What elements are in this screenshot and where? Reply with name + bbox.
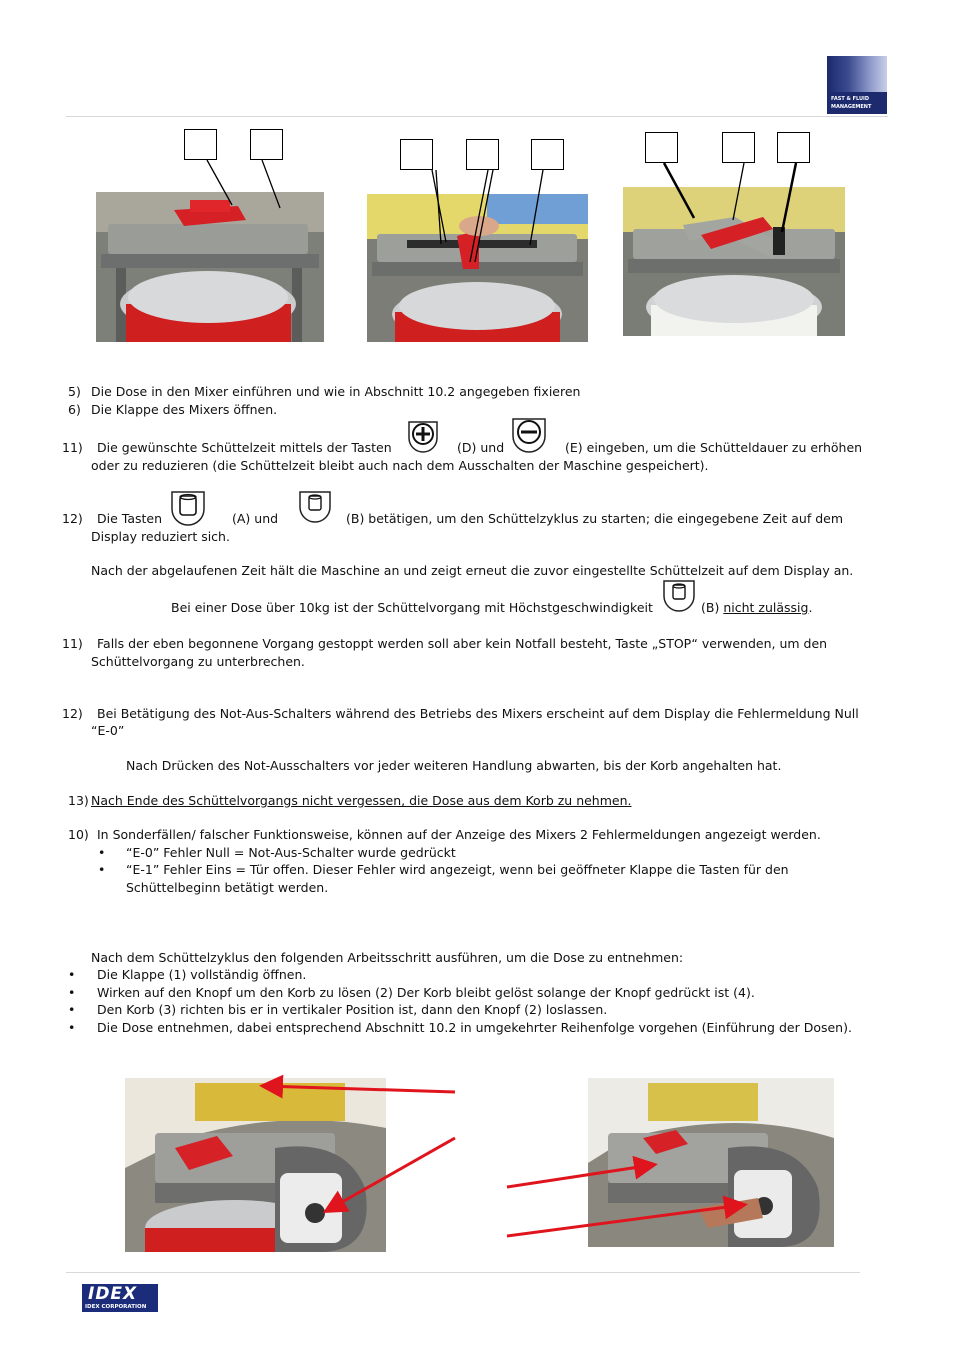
logo-line-1: FAST & FLUID [831, 96, 870, 102]
step-12-text-b: (B) betätigen, um den Schüttelzyklus zu starten; die eingegebene Zeit auf dem [346, 511, 843, 526]
step-13-text: Nach Ende des Schüttelvorgangs nicht vergessen, die Dose aus dem Korb zu nehmen. [91, 793, 632, 808]
step-number: 12) [62, 706, 83, 721]
error-e1-text-cont: Schüttelbeginn betätigt werden. [126, 880, 329, 895]
step-12-text-a: (A) und [232, 511, 279, 526]
over-10kg-text: Bei einer Dose über 10kg ist der Schüttelvorgang mit Höchstgeschwindigkeit [171, 600, 653, 615]
step-number: 13) [68, 793, 89, 808]
error-e0-text: “E-0” Fehler Null = Not-Aus-Schalter wurde gedrückt [126, 845, 456, 860]
step-12b-text-cont: “E-0” [91, 723, 125, 738]
step-number: 10) [68, 827, 89, 842]
step-11-text-d: (D) und [457, 440, 505, 455]
step-12b-text: Bei Betätigung des Not-Aus-Schalters während des Betriebs des Mixers erscheint auf dem Display die Fehlermeldung Null [97, 706, 859, 721]
after-time-text: Nach der abgelaufenen Zeit hält die Maschine an und zeigt erneut die zuvor eingestellte Schüttelzeit auf dem Display an. [91, 563, 854, 578]
removal-step-3: Den Korb (3) richten bis er in vertikaler Position ist, dann den Knopf (2) loslassen. [97, 1002, 608, 1017]
step-11-text-e: (E) eingeben, um die Schütteldauer zu erhöhen [565, 440, 863, 455]
step-12-text: Die Tasten [97, 511, 163, 526]
removal-step-4: Die Dose entnehmen, dabei entsprechend Abschnitt 10.2 in umgekehrter Reihenfolge vorgehen (Einführung der Dosen). [97, 1020, 852, 1035]
minus-button-icon [510, 416, 548, 454]
start-b-button-icon [297, 489, 333, 525]
step-11-text: Die gewünschte Schüttelzeit mittels der Tasten [97, 440, 392, 455]
idex-logo [82, 1284, 158, 1312]
idex-logo-subtext: IDEX CORPORATION [85, 1304, 147, 1310]
step-number: 11) [62, 636, 83, 651]
step-12-text-cont: Display reduziert sich. [91, 529, 230, 544]
step-10-text: In Sonderfällen/ falscher Funktionsweise, können auf der Anzeige des Mixers 2 Fehlermeldungen angezeigt werden. [97, 827, 821, 842]
bullet: • [68, 1020, 76, 1035]
start-a-button-icon [169, 489, 207, 527]
step-11b-text: Falls der eben begonnene Vorgang gestoppt werden soll aber kein Notfall besteht, Taste „STOP“ verwenden, um den [97, 636, 828, 651]
bullet: • [68, 985, 76, 1000]
plus-button-icon [405, 418, 441, 454]
logo-line-2: MANAGEMENT [831, 104, 872, 110]
wait-text: Nach Drücken des Not-Ausschalters vor jeder weiteren Handlung abwarten, bis der Korb angehalten hat. [126, 758, 782, 773]
step-6-text: Die Klappe des Mixers öffnen. [91, 402, 278, 417]
step-5-text: Die Dose in den Mixer einführen und wie in Abschnitt 10.2 angegeben fixieren [91, 384, 581, 399]
removal-step-2: Wirken auf den Knopf um den Korb zu lösen (2) Der Korb bleibt gelöst solange der Knopf gedrückt ist (4). [97, 985, 755, 1000]
step-11b-text-cont: Schüttelvorgang zu unterbrechen. [91, 654, 305, 669]
period: . [808, 600, 813, 615]
after-cycle-text: Nach dem Schüttelzyklus den folgenden Arbeitsschritt ausführen, um die Dose zu entnehmen: [91, 950, 684, 965]
bullet: • [98, 862, 106, 877]
idex-logo-text: IDEX [88, 1284, 138, 1304]
pointer-lines [0, 0, 954, 360]
bullet: • [68, 1002, 76, 1017]
step-11-text-cont: oder zu reduzieren (die Schüttelzeit bleibt auch nach dem Ausschalten der Maschine gespeichert). [91, 458, 709, 473]
start-b-button-icon [661, 578, 697, 614]
over-10kg-b: (B) [701, 600, 720, 615]
step-number: 11) [62, 440, 83, 455]
step-number: 5) [68, 384, 81, 399]
step-number: 6) [68, 402, 81, 417]
bullet: • [98, 845, 106, 860]
bullet: • [68, 967, 76, 982]
footer-divider [66, 1272, 860, 1273]
step-number: 12) [62, 511, 83, 526]
red-arrows [0, 1060, 954, 1260]
error-e1-text: “E-1” Fehler Eins = Tür offen. Dieser Fehler wird angezeigt, wenn bei geöffneter Klappe die Tasten für den [126, 862, 789, 877]
removal-step-1: Die Klappe (1) vollständig öffnen. [97, 967, 307, 982]
not-allowed-text: nicht zulässig [723, 600, 809, 615]
